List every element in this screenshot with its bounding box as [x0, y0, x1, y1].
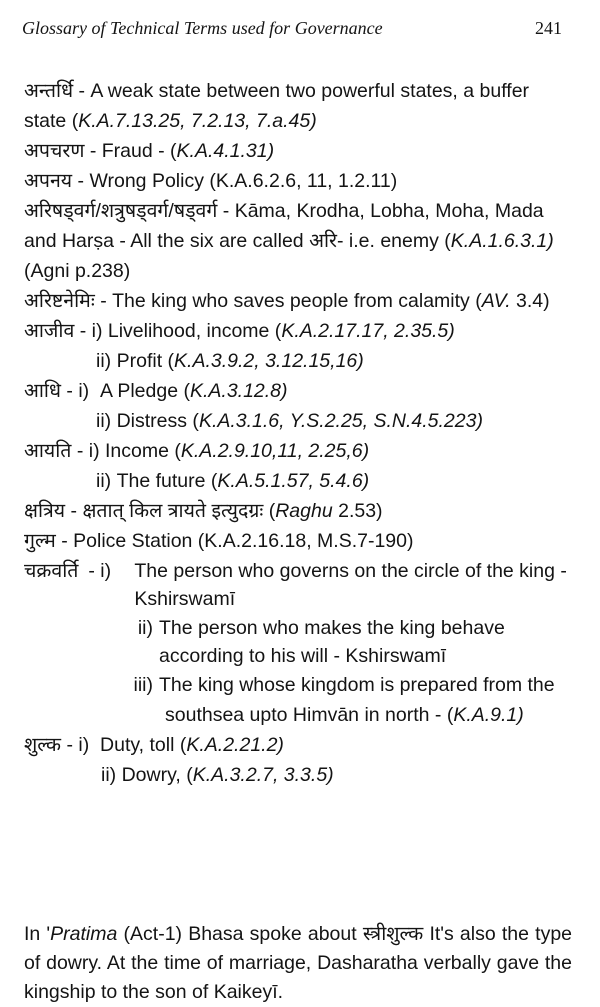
reference-cont: 2.53)	[332, 500, 383, 522]
list-item	[24, 670, 572, 700]
reference: K.A.2.21.2)	[186, 734, 284, 756]
definition: Profit (	[116, 350, 175, 372]
quotation: क्षतात् किल त्रायते इत्युदग्रः	[82, 500, 264, 522]
item-number: - i)	[88, 560, 112, 582]
reference: K.A.2.9.10,11, 2.25,6)	[180, 440, 370, 462]
definition: - Fraud - (	[84, 140, 177, 162]
list-item	[24, 613, 572, 670]
reference: K.A.2.17.17, 2.35.5)	[281, 320, 455, 342]
entry-chakravarti	[24, 556, 572, 730]
entry-apanaya	[24, 166, 572, 196]
term: आजीव	[24, 320, 75, 342]
definition-cont: - i.e. enemy (	[337, 230, 451, 252]
work-title: Pratima	[50, 922, 118, 945]
term: अरिष्टनेमिः	[24, 290, 95, 312]
reference: K.A.5.1.57, 5.4.6)	[217, 470, 370, 492]
definition: The future (	[116, 470, 218, 492]
definition: A Pledge (	[99, 380, 190, 402]
reference-cont: 3.4)	[510, 290, 550, 312]
item-number: ii)	[101, 764, 117, 786]
item-number: iii)	[133, 674, 153, 696]
item-number: ii)	[96, 470, 112, 492]
entry-kshatriya	[24, 496, 572, 526]
reference: K.A.3.2.7, 3.3.5)	[192, 764, 334, 786]
item-number: ii)	[137, 617, 153, 639]
term: आधि	[24, 380, 61, 402]
item-number: - i)	[61, 734, 90, 756]
definition: Livelihood, income (	[107, 320, 282, 342]
term: अन्तर्धि	[24, 80, 74, 102]
term: अरिषड्वर्ग/शत्रुषड्वर्ग/षड्वर्ग	[24, 200, 218, 222]
entry-apacharana	[24, 136, 572, 166]
paragraph-text: It's also the type of dowry. At the time of marriage, Dasharatha verbally gave the kingship to the son of Kaikeyī.	[24, 922, 573, 1003]
term: शुल्क	[24, 734, 62, 756]
entry-gulma	[24, 526, 572, 556]
definition: Distress (	[116, 410, 199, 432]
term: अपनय	[24, 170, 73, 192]
definition: Income (	[104, 440, 181, 462]
glossary-entries	[24, 76, 572, 790]
page-number: 241	[535, 18, 562, 38]
paragraph-text: (Act-1) Bhasa spoke about	[117, 922, 363, 945]
item-number: - i)	[60, 380, 90, 402]
definition: - Kāma, Krodha, Lobha, Moha, Mada and Harṣa - All the six are called	[24, 200, 544, 252]
paragraph-text: In '	[24, 922, 51, 945]
entry-adhi	[24, 376, 572, 436]
reference: K.A.7.13.25, 7.2.13, 7.a.45)	[78, 110, 317, 132]
running-header-title: Glossary of Technical Terms used for Governance	[22, 18, 383, 38]
term-strishulka: स्त्रीशुल्क	[362, 922, 424, 945]
reference-open: (	[263, 500, 276, 522]
definition: The person who makes the king behave according to his will - Kshirswamī	[159, 617, 505, 667]
definition-attribution: Kshirswamī	[134, 588, 236, 610]
definition: - Wrong Policy (K.A.6.2.6, 11, 1.2.11)	[72, 170, 398, 192]
term: आयति	[24, 440, 72, 462]
reference-agni: (Agni p.238)	[24, 260, 131, 282]
term-ari: अरि	[309, 230, 337, 252]
entry-antardhi	[24, 76, 572, 136]
item-number: - i)	[74, 320, 103, 342]
term: चक्रवर्ति	[24, 560, 79, 582]
definition: - The king who saves people from calamity (	[94, 290, 482, 312]
reference: K.A.3.9.2, 3.12.15,16)	[174, 350, 364, 372]
item-number: ii)	[96, 410, 112, 432]
definition: - Police Station (K.A.2.16.18, M.S.7-190)	[55, 530, 414, 552]
list-item	[24, 556, 572, 613]
definition: - A weak state between two powerful states, a buffer state (	[24, 80, 530, 132]
entry-ayati	[24, 436, 572, 496]
separator: -	[65, 500, 83, 522]
running-header	[22, 18, 562, 39]
entry-shulka	[24, 730, 572, 790]
entry-arishadvarga	[24, 196, 572, 286]
term: क्षत्रिय	[24, 500, 66, 522]
definition: The person who governs on the circle of the king -	[134, 560, 567, 582]
item-number: - i)	[71, 440, 100, 462]
entry-ajiva	[24, 316, 572, 376]
reference: K.A.4.1.31)	[176, 140, 275, 162]
definition: The king whose kingdom is prepared from the	[159, 674, 555, 696]
reference: K.A.3.12.8)	[189, 380, 288, 402]
entry-arishtanemi	[24, 286, 572, 316]
reference: K.A.3.1.6, Y.S.2.25, S.N.4.5.223)	[198, 410, 483, 432]
reference: Raghu	[275, 500, 333, 522]
definition: Duty, toll (	[100, 734, 187, 756]
definition: Dowry, (	[121, 764, 193, 786]
closing-paragraph	[24, 920, 572, 1007]
reference: K.A.9.1)	[453, 704, 524, 726]
item-number: ii)	[96, 350, 112, 372]
definition-cont: southsea upto Himvān in north - (	[165, 704, 454, 726]
reference: AV.	[481, 290, 511, 312]
term: अपचरण	[24, 140, 85, 162]
reference: K.A.1.6.3.1)	[450, 230, 554, 252]
term: गुल्म	[24, 530, 56, 552]
